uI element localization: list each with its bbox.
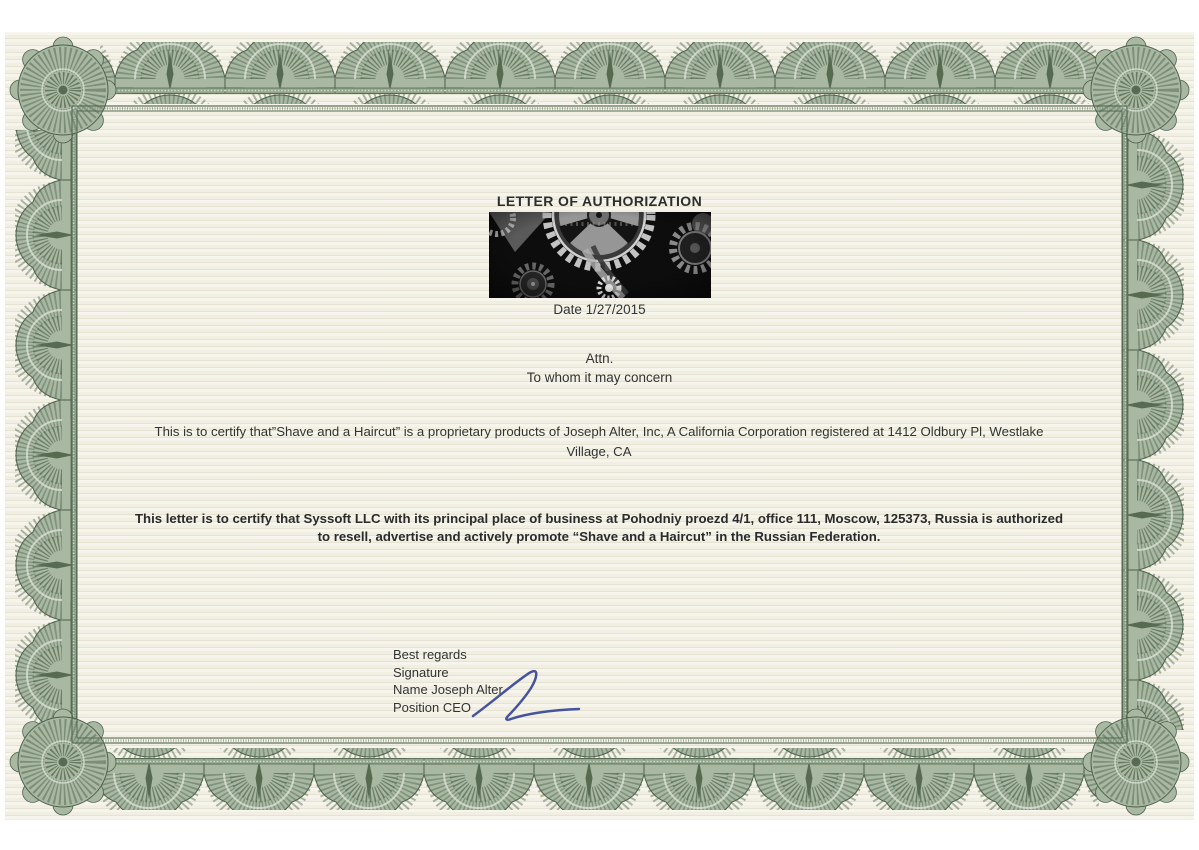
name-line: Name Joseph Alter [393,682,503,697]
signature-label: Signature [393,664,449,680]
date-line: Date 1/27/2015 [553,302,646,317]
position-line: Position CEO [393,699,472,715]
authorization-paragraph: This letter is to certify that Syssoft LLC with its principal place of business at Pohodniy proezd 4/1, office 111, Moscow, 125373, Russia is authorized to resell, advertise and actively promote “Shave and a Haircut” in the Russian Federation. [135,511,1063,544]
letter-title: LETTER OF AUTHORIZATION [496,193,703,209]
closing-line: Best regards [393,647,467,662]
letter-content [5,32,1194,820]
salutation-line: To whom it may concern [526,370,673,385]
clock-gears-photo [489,212,711,298]
body-paragraph: This is to certify that”Shave and a Haircut” is a proprietary products of Joseph Alter, Inc, A California Corporation registered at 1412 Oldbury Pl, Westlake Village, CA [154,424,1044,459]
handwritten-signature [455,622,585,727]
attn-line: Attn. [585,351,614,366]
certificate-paper [5,32,1194,820]
